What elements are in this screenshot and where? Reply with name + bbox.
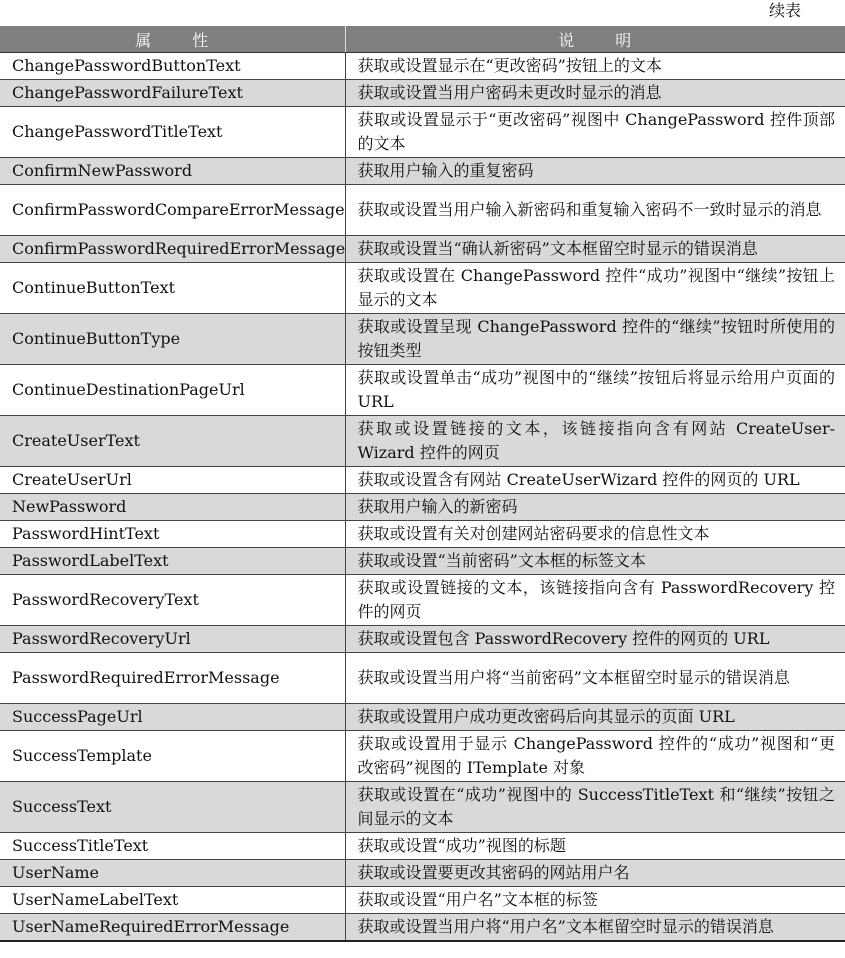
property-description: 获取或设置包含 PasswordRecovery 控件的网页的 URL <box>345 626 845 653</box>
header-property-char-2: 性 <box>192 30 210 50</box>
property-description: 获取或设置用户成功更改密码后向其显示的页面 URL <box>345 704 845 731</box>
table-row <box>0 53 845 80</box>
property-description: 获取或设置链接的文本，该链接指向含有网站 CreateUser-Wizard 控件的网页 <box>345 416 845 467</box>
property-description: 获取或设置呈现 ChangePassword 控件的“继续”按钮时所使用的按钮类型 <box>345 314 845 365</box>
table-row <box>0 548 845 575</box>
header-property-char-1: 属 <box>135 30 153 50</box>
table-row <box>0 887 845 914</box>
property-name: ConfirmPasswordCompareErrorMessage <box>0 185 345 236</box>
property-name: UserNameRequiredErrorMessage <box>0 914 345 942</box>
property-description: 获取用户输入的新密码 <box>345 494 845 521</box>
property-description: 获取或设置链接的文本，该链接指向含有 PasswordRecovery 控件的网页 <box>345 575 845 626</box>
table-row <box>0 263 845 314</box>
header-description-char-2: 明 <box>615 30 633 50</box>
table-row <box>0 782 845 833</box>
property-description: 获取或设置有关对创建网站密码要求的信息性文本 <box>345 521 845 548</box>
table-row <box>0 107 845 158</box>
table-row <box>0 467 845 494</box>
table-row <box>0 914 845 942</box>
property-name: ConfirmPasswordRequiredErrorMessage <box>0 236 345 263</box>
property-name: UserName <box>0 860 345 887</box>
property-name: PasswordLabelText <box>0 548 345 575</box>
table-body <box>0 53 845 942</box>
property-description: 获取或设置“用户名”文本框的标签 <box>345 887 845 914</box>
property-description: 获取或设置用于显示 ChangePassword 控件的“成功”视图和“更改密码”视图的 ITemplate 对象 <box>345 731 845 782</box>
property-name: ContinueButtonText <box>0 263 345 314</box>
property-name: PasswordHintText <box>0 521 345 548</box>
property-name: PasswordRequiredErrorMessage <box>0 653 345 704</box>
table-header-row <box>0 26 845 53</box>
table-row <box>0 494 845 521</box>
table-row <box>0 236 845 263</box>
property-description: 获取或设置单击“成功”视图中的“继续”按钮后将显示给用户页面的 URL <box>345 365 845 416</box>
property-name: PasswordRecoveryUrl <box>0 626 345 653</box>
property-description: 获取或设置在 ChangePassword 控件“成功”视图中“继续”按钮上显示的文本 <box>345 263 845 314</box>
property-name: CreateUserText <box>0 416 345 467</box>
property-description: 获取或设置当用户将“用户名”文本框留空时显示的错误消息 <box>345 914 845 942</box>
property-name: ChangePasswordFailureText <box>0 80 345 107</box>
property-name: SuccessPageUrl <box>0 704 345 731</box>
property-name: NewPassword <box>0 494 345 521</box>
property-description: 获取或设置“当前密码”文本框的标签文本 <box>345 548 845 575</box>
table-row <box>0 833 845 860</box>
table-row <box>0 80 845 107</box>
property-name: SuccessText <box>0 782 345 833</box>
table-row <box>0 416 845 467</box>
table-continued-caption: 续表 <box>768 1 801 20</box>
property-name: ChangePasswordTitleText <box>0 107 345 158</box>
property-description: 获取或设置当用户将“当前密码”文本框留空时显示的错误消息 <box>345 653 845 704</box>
property-table <box>0 26 845 942</box>
table-row <box>0 653 845 704</box>
table-row <box>0 731 845 782</box>
property-description: 获取或设置“成功”视图的标题 <box>345 833 845 860</box>
table-row <box>0 860 845 887</box>
property-name: ChangePasswordButtonText <box>0 53 345 80</box>
table-row <box>0 365 845 416</box>
table-row <box>0 158 845 185</box>
property-description: 获取用户输入的重复密码 <box>345 158 845 185</box>
table-row <box>0 521 845 548</box>
property-name: ContinueButtonType <box>0 314 345 365</box>
property-name: ConfirmNewPassword <box>0 158 345 185</box>
header-description-char-1: 说 <box>558 30 576 50</box>
property-description: 获取或设置要更改其密码的网站用户名 <box>345 860 845 887</box>
table-row <box>0 704 845 731</box>
property-name: ContinueDestinationPageUrl <box>0 365 345 416</box>
table-row <box>0 314 845 365</box>
property-description: 获取或设置当“确认新密码”文本框留空时显示的错误消息 <box>345 236 845 263</box>
table-row <box>0 185 845 236</box>
table-row <box>0 575 845 626</box>
property-description: 获取或设置当用户密码未更改时显示的消息 <box>345 80 845 107</box>
property-name: CreateUserUrl <box>0 467 345 494</box>
property-description: 获取或设置显示在“更改密码”按钮上的文本 <box>345 53 845 80</box>
table-row <box>0 626 845 653</box>
property-description: 获取或设置含有网站 CreateUserWizard 控件的网页的 URL <box>345 467 845 494</box>
property-description: 获取或设置当用户输入新密码和重复输入密码不一致时显示的消息 <box>345 185 845 236</box>
property-name: SuccessTitleText <box>0 833 345 860</box>
property-name: UserNameLabelText <box>0 887 345 914</box>
header-description <box>345 26 845 53</box>
property-description: 获取或设置显示于“更改密码”视图中 ChangePassword 控件顶部的文本 <box>345 107 845 158</box>
property-description: 获取或设置在“成功”视图中的 SuccessTitleText 和“继续”按钮之间显示的文本 <box>345 782 845 833</box>
property-name: SuccessTemplate <box>0 731 345 782</box>
header-property <box>0 26 345 53</box>
property-name: PasswordRecoveryText <box>0 575 345 626</box>
